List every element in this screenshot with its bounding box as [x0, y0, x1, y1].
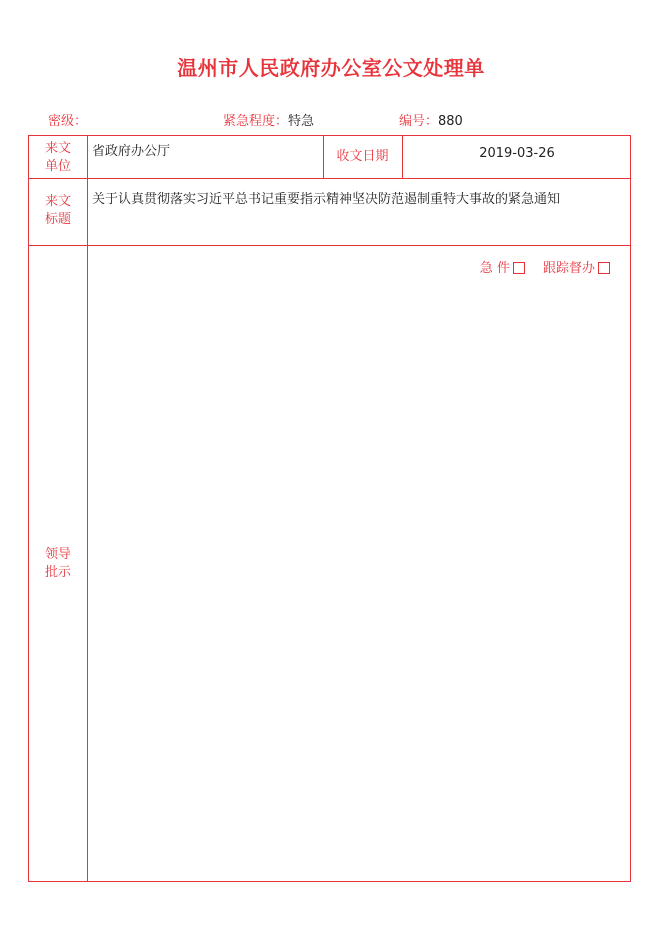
instruction-area[interactable] [88, 246, 631, 882]
source-unit-value: 省政府办公厅 [92, 144, 171, 159]
supervise-checkbox-label: 跟踪督办 [542, 261, 595, 276]
urgency-label: 紧急程度： [223, 114, 289, 129]
processing-form [28, 135, 631, 882]
source-title-label-line1: 来文 [44, 194, 71, 209]
instruction-label-line1: 领导 [44, 547, 71, 562]
instruction-label [29, 546, 87, 582]
instruction-label-line2: 批示 [44, 565, 71, 580]
number-label: 编号： [399, 114, 439, 129]
urgent-checkbox-label: 急 件 [479, 261, 510, 276]
receive-date-label: 收文日期 [336, 149, 389, 164]
urgency-field [223, 110, 314, 129]
source-unit-label [29, 140, 87, 176]
page-title: 温州市人民政府办公室公文处理单 [177, 56, 485, 80]
source-title-label [29, 193, 87, 229]
source-title-value: 关于认真贯彻落实习近平总书记重要指示精神坚决防范遏制重特大事故的紧急通知 [92, 192, 561, 207]
receive-date-value: 2019-03-26 [479, 146, 555, 161]
row-divider [29, 178, 630, 179]
number-value: 880 [438, 114, 463, 129]
source-unit-label-line2: 单位 [44, 159, 71, 174]
secrecy-label: 密级： [48, 114, 88, 129]
source-unit-label-line1: 来文 [44, 141, 71, 156]
urgency-value: 特急 [288, 114, 315, 129]
number-field [399, 110, 463, 129]
source-title-label-line2: 标题 [44, 212, 71, 227]
secrecy-field [48, 110, 87, 129]
